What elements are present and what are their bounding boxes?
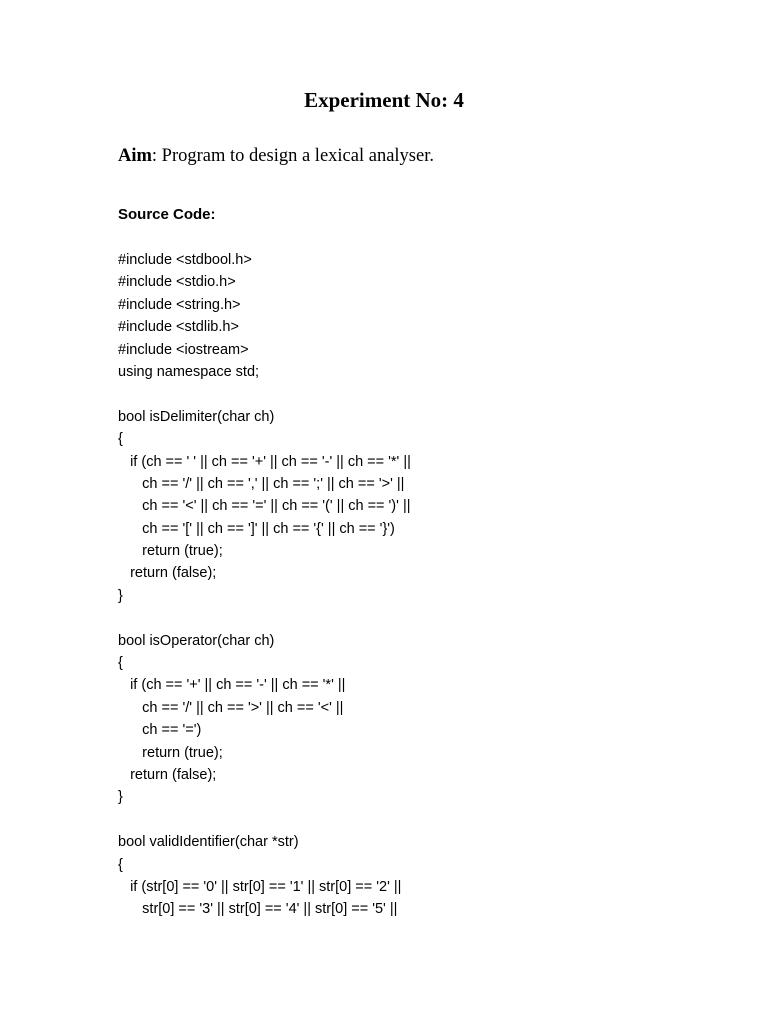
- code-line: ch == '/' || ch == '>' || ch == '<' ||: [118, 699, 344, 716]
- code-line: #include <string.h>: [118, 296, 241, 313]
- code-line: #include <stdio.h>: [118, 274, 236, 291]
- code-line: ch == '/' || ch == ',' || ch == ';' || ch == '>' ||: [118, 475, 405, 492]
- code-line: if (ch == ' ' || ch == '+' || ch == '-' || ch == '*' ||: [118, 453, 411, 470]
- code-line: {: [118, 856, 123, 873]
- code-line: [118, 809, 738, 831]
- code-line: str[0] == '3' || str[0] == '4' || str[0] == '5' ||: [118, 901, 398, 918]
- code-line: [118, 383, 738, 405]
- code-line: return (false);: [118, 565, 217, 582]
- aim-paragraph: [118, 143, 434, 169]
- code-line: ch == '<' || ch == '=' || ch == '(' || ch == ')' ||: [118, 498, 411, 515]
- code-line: #include <iostream>: [118, 341, 249, 358]
- code-line: ch == '[' || ch == ']' || ch == '{' || ch == '}'): [118, 520, 395, 537]
- code-line: bool isOperator(char ch): [118, 632, 275, 649]
- aim-text: : Program to design a lexical analyser.: [151, 146, 434, 166]
- code-line: {: [118, 655, 123, 672]
- code-line: return (false);: [118, 766, 217, 783]
- source-code-heading: Source Code:: [118, 206, 216, 223]
- aim-label: Aim: [118, 146, 152, 166]
- code-line: if (ch == '+' || ch == '-' || ch == '*' ||: [118, 677, 346, 694]
- code-line: [118, 607, 738, 629]
- code-line: bool validIdentifier(char *str): [118, 834, 299, 851]
- code-line: return (true);: [118, 744, 223, 761]
- code-line: #include <stdlib.h>: [118, 319, 239, 336]
- code-line: }: [118, 789, 123, 806]
- code-line: return (true);: [118, 543, 223, 560]
- source-code-block: [118, 249, 738, 921]
- code-line: using namespace std;: [118, 363, 260, 380]
- document-title: Experiment No: 4: [304, 88, 464, 112]
- code-line: if (str[0] == '0' || str[0] == '1' || str[0] == '2' ||: [118, 878, 402, 895]
- code-line: bool isDelimiter(char ch): [118, 408, 275, 425]
- code-line: {: [118, 431, 123, 448]
- code-line: #include <stdbool.h>: [118, 252, 252, 268]
- code-line: ch == '='): [118, 722, 202, 739]
- code-line: }: [118, 587, 123, 604]
